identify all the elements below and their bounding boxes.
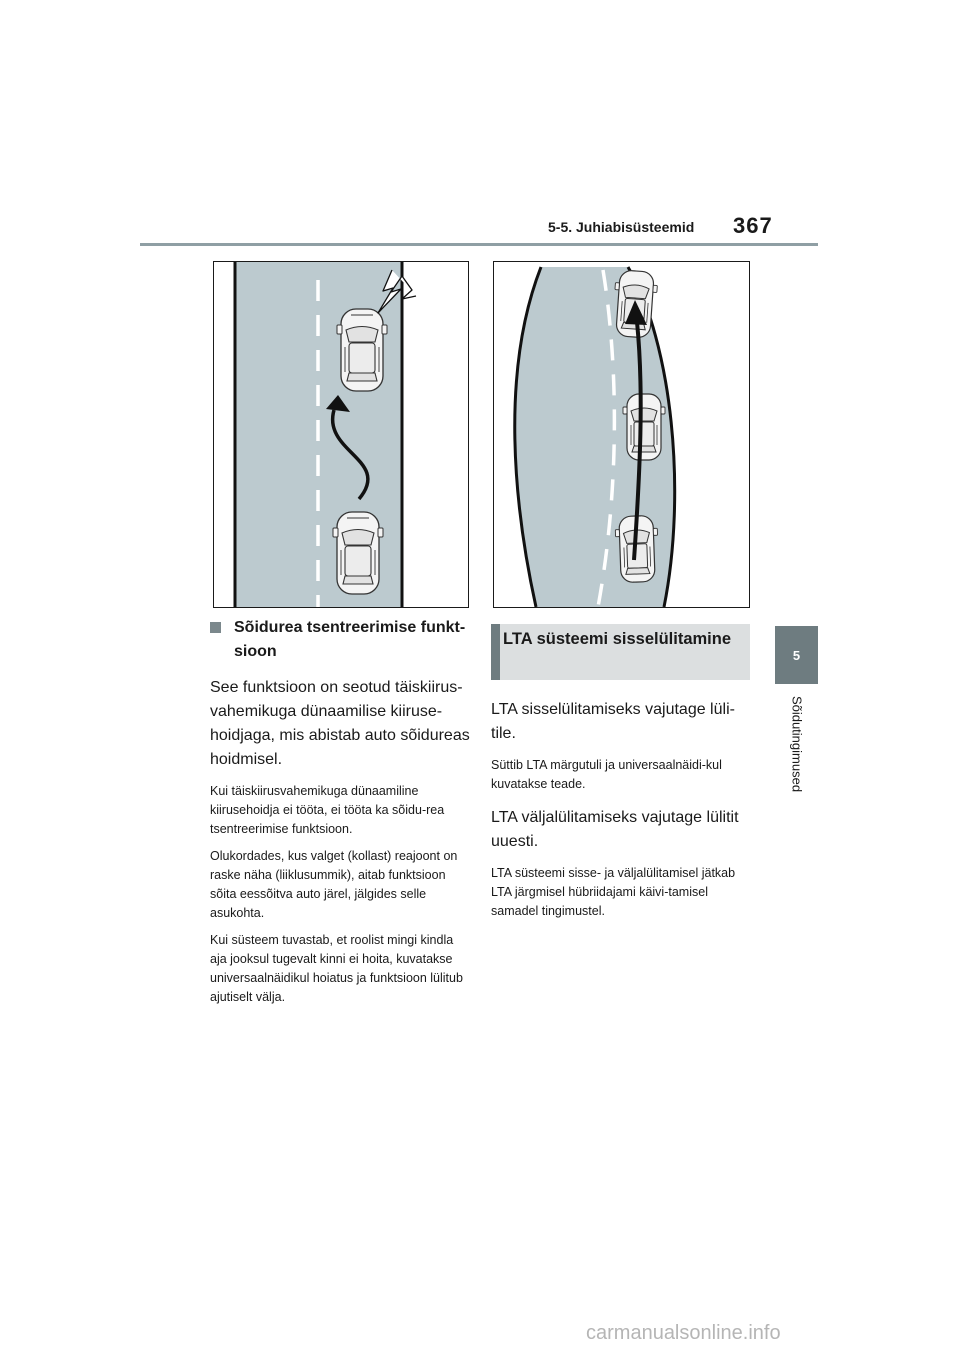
left-column [210,616,472,1015]
note-paragraph: Olukordades, kus valget (kollast) reajoont on raske näha (liiklusummik), aitab funktsioon sõita eessõitva auto järel, jälgides selle asukohta. [210,849,458,920]
figure-lta-curve [493,261,750,608]
paragraph-intro: See funktsioon on seotud täiskiirus-vahemikuga dünaamilise kiiruse-hoidjaga, mis abistab auto sõidureas hoidmisel. [210,679,470,768]
note-paragraph: Kui süsteem tuvastab, et roolist mingi kindla aja jooksul tugevalt kinni ei hoita, kuvatakse universaalnäidikul hoiatus ja funktsioon lülitub ajutiselt välja. [210,933,463,1004]
subheading-text: Sõidurea tsentreerimise funkt-sioon [234,619,466,660]
watermark: carmanualsonline.info [586,1322,781,1344]
section-header-bar [491,624,500,680]
note-paragraph: LTA süsteemi sisse- ja väljalülitamisel jätkab LTA järgmisel hübriidajami käivi-tamisel samadel tingimustel. [491,866,736,918]
subheading-lane-centering [210,616,472,664]
figure-lane-centering [213,261,469,608]
right-column [491,624,753,929]
paragraph-enable: LTA sisselülitamiseks vajutage lüli-tile. [491,701,735,742]
note-paragraph: Kui täiskiirusvahemikuga dünaamiline kiirusehoidja ei tööta, ei tööta ka sõidu-rea tsentreerimise funktsioon. [210,784,445,836]
page-number: 367 [733,213,773,238]
section-header-lta [491,624,750,680]
chapter-title: Sõidutingimused [789,695,805,793]
section-header-title: LTA süsteemi sisselülitamine [503,630,732,648]
header-divider [140,243,818,246]
note-paragraph: Süttib LTA märgutuli ja universaalnäidi-kul kuvatakse teade. [491,758,722,791]
chapter-tab[interactable]: 5 [775,626,818,684]
paragraph-disable: LTA väljalülitamiseks vajutage lülitit uuesti. [491,809,739,850]
section-title: 5-5. Juhiabisüsteemid [548,219,695,235]
bullet-square [210,622,221,633]
